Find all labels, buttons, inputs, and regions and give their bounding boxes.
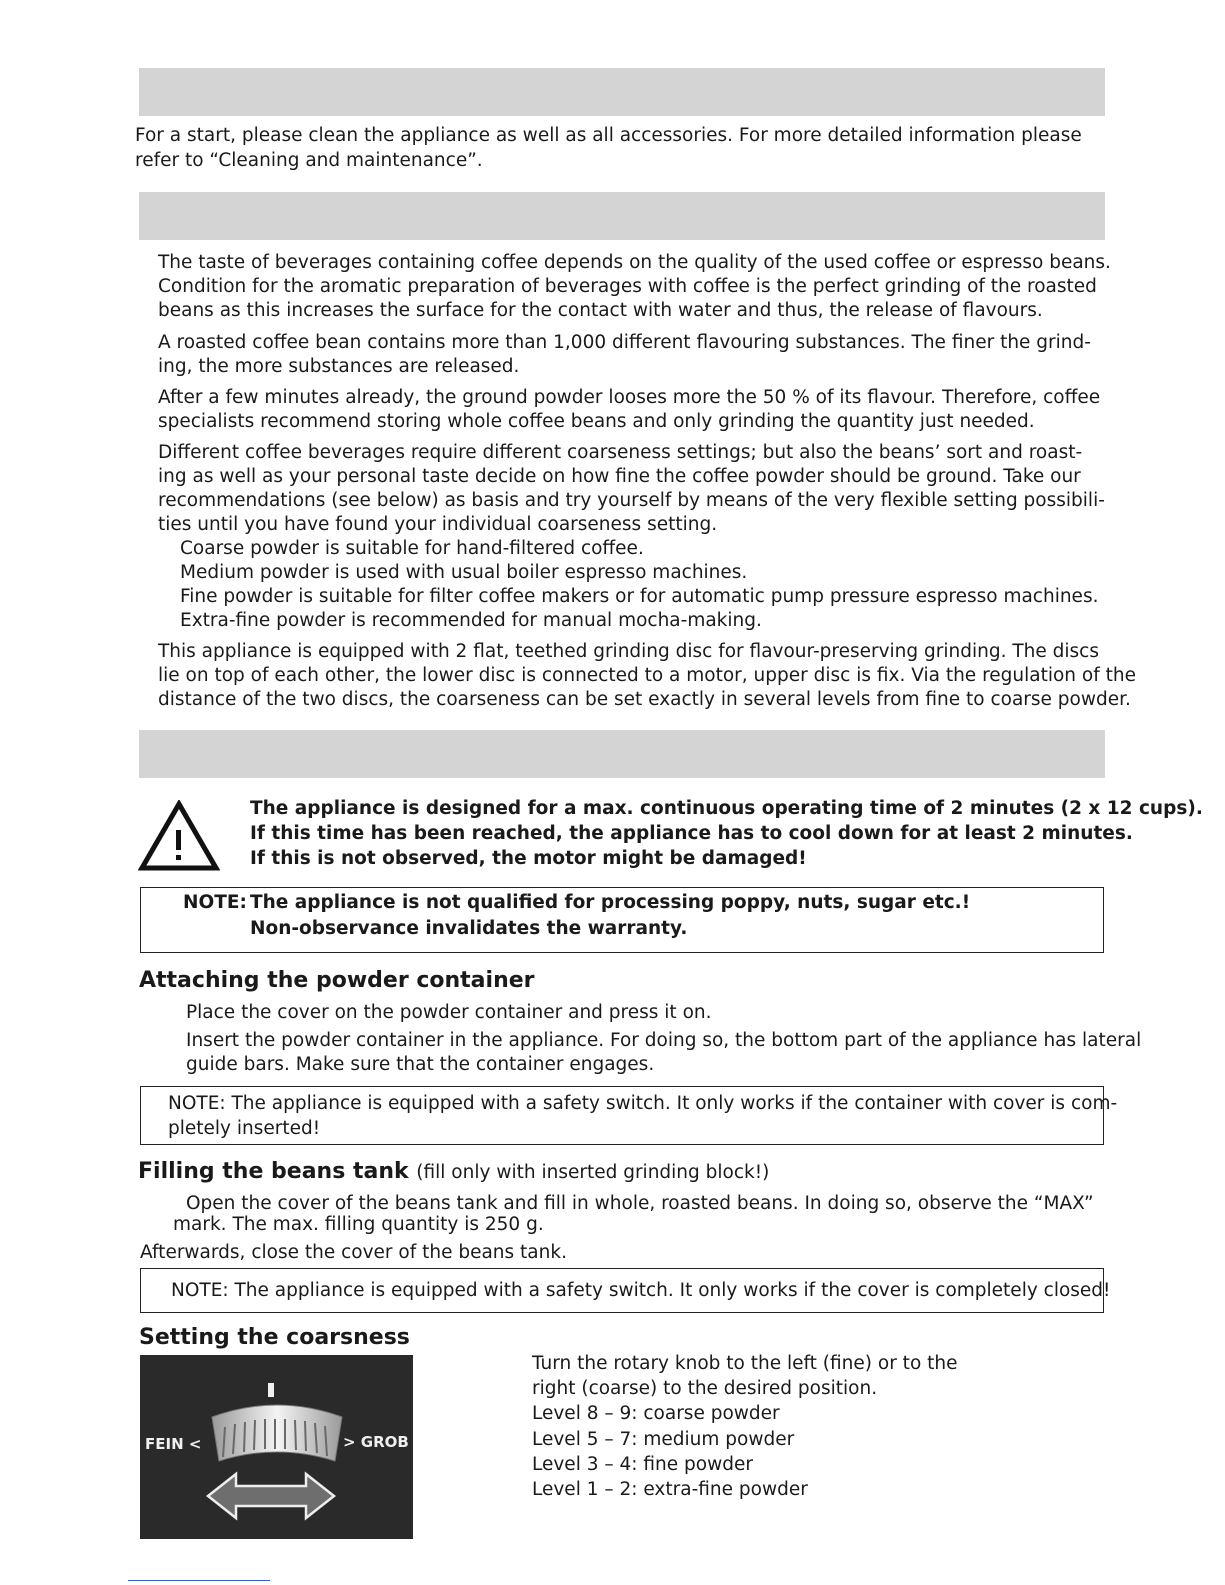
list-item: Fine powder is suitable for filter coffee makers or for automatic pump pressure espresso machines. — [180, 586, 1099, 607]
note-label: NOTE: — [183, 892, 247, 913]
instruction-text: Turn the rotary knob to the left (fine) or to the — [532, 1353, 958, 1374]
body-text: The taste of beverages containing coffee depends on the quality of the used coffee or espresso beans. — [158, 252, 1111, 273]
note-text: The appliance is not qualified for processing poppy, nuts, sugar etc.! — [250, 892, 971, 913]
note-text: NOTE: The appliance is equipped with a safety switch. It only works if the cover is completely closed! — [171, 1280, 1111, 1301]
step-text: guide bars. Make sure that the container engages. — [186, 1054, 655, 1075]
level-text: Level 8 – 9: coarse powder — [532, 1403, 780, 1424]
level-text: Level 3 – 4: fine powder — [532, 1454, 753, 1475]
body-text: Condition for the aromatic preparation of beverages with coffee is the perfect grinding of the roasted — [158, 276, 1097, 297]
body-text: Different coffee beverages require different coarseness settings; but also the beans’ sort and roast- — [158, 442, 1083, 463]
warning-text: If this is not observed, the motor might be damaged! — [250, 848, 807, 869]
note-text: NOTE: The appliance is equipped with a safety switch. It only works if the container with cover is com- — [168, 1093, 1118, 1114]
section-header-bar — [139, 192, 1105, 240]
intro-text: refer to “Cleaning and maintenance”. — [135, 150, 483, 171]
section-header-bar — [139, 68, 1105, 116]
footer-rule — [128, 1580, 270, 1581]
section-heading-title: Filling the beans tank — [138, 1159, 409, 1184]
knob-dial-icon — [207, 1399, 347, 1469]
body-text: specialists recommend storing whole coffee beans and only grinding the quantity just needed. — [158, 411, 1035, 432]
body-text: recommendations (see below) as basis and try yourself by means of the very flexible setting possibili- — [158, 490, 1105, 511]
body-text: Afterwards, close the cover of the beans tank. — [140, 1242, 567, 1263]
knob-marker — [268, 1383, 274, 1397]
note-text: pletely inserted! — [168, 1118, 321, 1139]
knob-label-coarse: > GROB — [343, 1433, 409, 1451]
step-text: mark. The max. filling quantity is 250 g. — [173, 1214, 544, 1235]
step-text: Insert the powder container in the appliance. For doing so, the bottom part of the appliance has lateral — [186, 1030, 1142, 1051]
instruction-text: right (coarse) to the desired position. — [532, 1378, 878, 1399]
body-text: ing, the more substances are released. — [158, 356, 520, 377]
section-heading-note: (fill only with inserted grinding block!) — [416, 1162, 770, 1183]
list-item: Extra-fine powder is recommended for manual mocha-making. — [180, 610, 762, 631]
level-text: Level 1 – 2: extra-fine powder — [532, 1479, 808, 1500]
body-text: ing as well as your personal taste decide on how fine the coffee powder should be ground. Take our — [158, 466, 1081, 487]
body-text: beans as this increases the surface for the contact with water and thus, the release of flavours. — [158, 300, 1043, 321]
warning-text: The appliance is designed for a max. continuous operating time of 2 minutes (2 x 12 cups). — [250, 798, 1203, 819]
step-text: Place the cover on the powder container and press it on. — [186, 1002, 712, 1023]
body-text: This appliance is equipped with 2 flat, teethed grinding disc for flavour-preserving grinding. The discs — [158, 641, 1099, 662]
intro-text: For a start, please clean the appliance as well as all accessories. For more detailed information please — [135, 125, 1082, 146]
section-heading — [138, 1158, 769, 1187]
section-header-bar — [139, 730, 1105, 778]
body-text: ties until you have found your individual coarseness setting. — [158, 514, 718, 535]
level-text: Level 5 – 7: medium powder — [532, 1429, 795, 1450]
rotary-knob-image — [140, 1355, 413, 1539]
step-text: Open the cover of the beans tank and fill in whole, roasted beans. In doing so, observe the “MAX” — [186, 1193, 1094, 1214]
body-text: After a few minutes already, the ground powder looses more the 50 % of its flavour. Therefore, coffee — [158, 387, 1101, 408]
section-heading: Setting the coarsness — [139, 1325, 410, 1350]
warning-triangle-icon — [138, 800, 220, 872]
note-text: Non-observance invalidates the warranty. — [250, 918, 688, 939]
section-heading: Attaching the powder container — [139, 968, 535, 993]
body-text: distance of the two discs, the coarseness can be set exactly in several levels from fine to coarse powder. — [158, 689, 1131, 710]
double-arrow-icon — [206, 1471, 336, 1521]
body-text: lie on top of each other, the lower disc is connected to a motor, upper disc is fix. Via the regulation of the — [158, 665, 1136, 686]
warning-text: If this time has been reached, the appliance has to cool down for at least 2 minutes. — [250, 823, 1133, 844]
list-item: Coarse powder is suitable for hand-filtered coffee. — [180, 538, 644, 559]
knob-label-fine: FEIN < — [145, 1435, 202, 1453]
list-item: Medium powder is used with usual boiler espresso machines. — [180, 562, 748, 583]
body-text: A roasted coffee bean contains more than 1,000 different flavouring substances. The finer the grind- — [158, 332, 1091, 353]
